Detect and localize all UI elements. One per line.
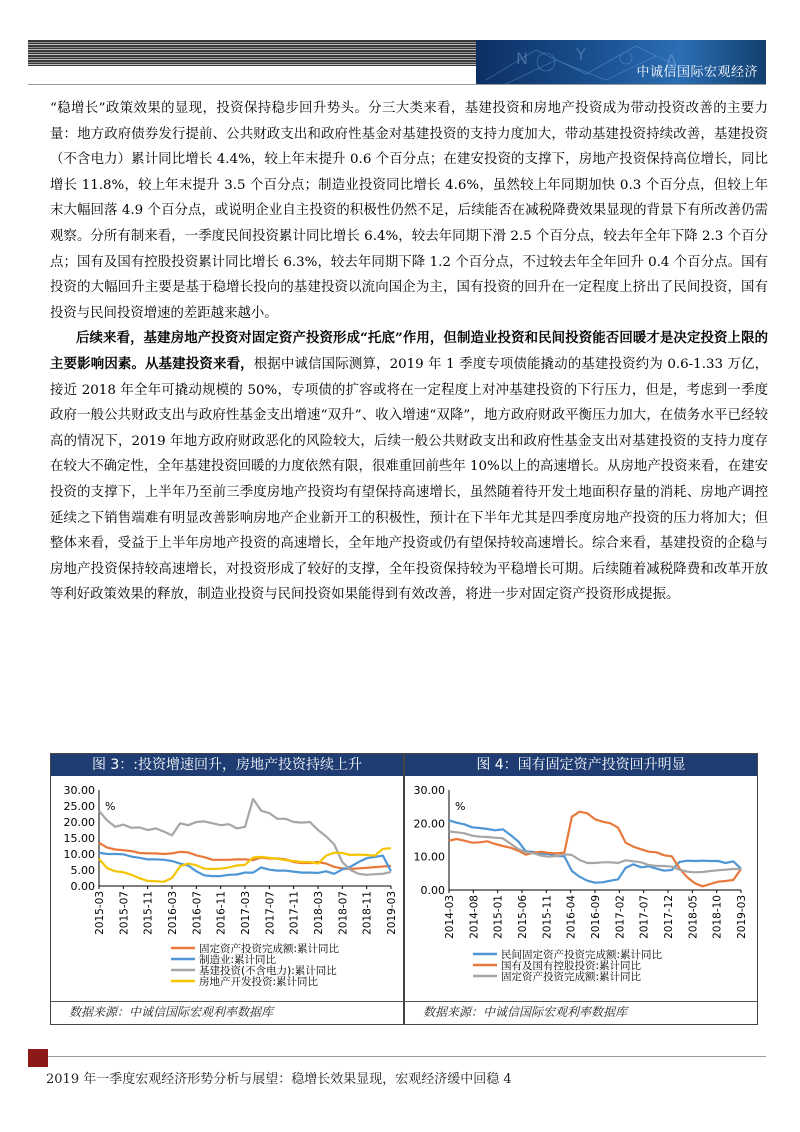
header-banner (476, 40, 766, 84)
x-tick-label: 2014-08 (468, 895, 481, 939)
y-tick-label: 20.00 (413, 817, 445, 831)
figure-3-source: 数据来源：中诚信国际宏观利率数据库 (69, 1005, 274, 1019)
y-tick-label: 0.00 (420, 884, 445, 897)
series-line-2 (449, 812, 741, 887)
legend-label: 民间固定资产投资完成额:累计同比 (501, 949, 663, 961)
header-title: 中诚信国际宏观经济 (636, 65, 758, 80)
body-text (50, 96, 768, 608)
x-tick-label: 2017-03 (240, 891, 252, 935)
y-tick-label: 10.00 (413, 850, 445, 864)
figure-4-source-rule (405, 1001, 757, 1002)
figure-4 (404, 753, 758, 1025)
x-tick-label: 2018-10 (711, 895, 724, 939)
paragraph-2-rest: 根据中诚信国际测算，2019 年 1 季度专项债能撬动的基建投资约为 0.6-1.33 万亿，接近 2018 年全年可撬动规模的 50%，专项债的扩容或将在一定程度上对冲基建投资的下行压力，但是，考虑到一季度政府一般公共财政支出与政府性基金支出增速“双升”、收入增速“双降”，地方政府财政平衡压力加大，在债务水平已经较高的情况下，2019 年地方政府财政恶化的风险较大，后续一般公共财政支出和政府性基金支出对基建投资的支持力度存在较大不确定性，全年基建投资回暖的力度依然有限，很难重回前些年 10%以上的高速增长。从房地产投资来看，在建安投资的支撑下，上半年乃至前三季度房地产投资均有望保持高速增长，虽然随着待开发土地面积存量的消耗、房地产调控延续之下销售端难有明显改善影响房地产企业新开工的积极性，预计在下半年尤其是四季度房地产投资的压力将加大；但整体来看，受益于上半年房地产投资的高速增长，全年地产投资或仍有望保持较高速增长。综合来看，基建投资的企稳与房地产投资保持较高速增长，对投资形成了较好的支撑，全年投资保持较为平稳增长可期。后续随着减税降费和改革开放等利好政策效果的释放，制造业投资与民间投资如果能得到有效改善，将进一步对固定资产投资形成提振。 (50, 356, 768, 603)
figure-4-source: 数据来源：中诚信国际宏观利率数据库 (423, 1005, 628, 1019)
x-tick-label: 2019-03 (386, 891, 398, 935)
x-tick-label: 2018-03 (313, 891, 325, 935)
svg-text:N: N (516, 49, 528, 68)
paragraph-2-bold: 后续来看，基建房地产投资对固定资产投资形成“托底”作用，但制造业投资和民间投资能否回暖才是决定投资上限的主要影响因素。从基建投资来看， (50, 330, 768, 372)
x-tick-label: 2018-05 (687, 895, 700, 939)
x-tick-label: 2015-11 (541, 895, 554, 939)
x-tick-label: 2016-04 (565, 895, 578, 939)
legend-label: 基建投资(不含电力):累计同比 (199, 965, 337, 977)
x-tick-label: 2018-07 (337, 891, 350, 935)
y-tick-label: 5.00 (70, 864, 95, 877)
y-tick-label: 30.00 (413, 784, 445, 797)
footer-square (28, 1049, 48, 1067)
y-tick-label: 15.00 (63, 832, 95, 845)
header-rule (28, 84, 766, 85)
x-tick-label: 2017-07 (264, 891, 277, 935)
x-tick-label: 2016-03 (167, 891, 179, 935)
x-tick-label: 2017-12 (663, 895, 675, 939)
y-tick-label: 25.00 (63, 800, 95, 813)
svg-text:Y: Y (576, 45, 586, 64)
figure-4-title: 图 4：国有固定资产投资回升明显 (405, 754, 757, 776)
x-tick-label: 2019-03 (736, 895, 748, 939)
figure-3 (50, 753, 404, 1025)
x-tick-label: 2015-01 (492, 895, 505, 939)
paragraph-2 (50, 326, 768, 608)
y-tick-label: 10.00 (63, 848, 95, 861)
figure-3-title: 图 3：:投资增速回升，房地产投资持续上升 (51, 754, 403, 776)
y-unit-label: % (455, 800, 466, 813)
x-tick-label: 2015-07 (118, 891, 131, 935)
x-tick-label: 2017-07 (638, 895, 651, 939)
y-tick-label: 20.00 (63, 816, 95, 829)
footer-rule (48, 1056, 766, 1057)
x-tick-label: 2015-06 (517, 895, 529, 939)
x-tick-label: 2016-11 (215, 891, 228, 935)
series-line-1 (449, 820, 741, 882)
y-tick-label: 0.00 (70, 880, 95, 893)
legend-label: 固定资产投资完成额:累计同比 (199, 943, 340, 955)
x-tick-label: 2015-11 (142, 891, 155, 935)
y-unit-label: % (105, 800, 116, 813)
header-stripes (28, 40, 476, 66)
figure-3-chart (51, 778, 403, 1000)
x-tick-label: 2014-03 (444, 895, 456, 939)
series-line-3 (449, 831, 741, 872)
paragraph-1: “稳增长”政策效果的显现，投资保持稳步回升势头。分三大类来看，基建投资和房地产投资成为带动投资改善的主要力量：地方政府债券发行提前、公共财政支出和政府性基金对基建投资的支持力度加大，带动基建投资持续改善，基建投资（不含电力）累计同比增长 4.4%，较上年末提升 0.6 个百分点；在建安投资的支撑下，房地产投资保持高位增长，同比增长 11.8%，较上年末提升 3.5 个百分点；制造业投资同比增长 4.6%，虽然较上年同期加快 0.3 个百分点，但较上年末大幅回落 4.9 个百分点，或说明企业自主投资的积极性仍然不足，后续能否在减税降费效果显现的背景下有所改善仍需观察。分所有制来看，一季度民间投资累计同比增长 6.4%，较去年同期下滑 2.5 个百分点，较去年全年下降 2.3 个百分点；国有及国有控股投资累计同比增长 6.3%，较去年同期下降 1.2 个百分点，不过较去年全年回升 0.4 个百分点。国有投资的大幅回升主要是基于稳增长投向的基建投资以流向国企为主，国有投资的回升在一定程度上挤出了民间投资，国有投资与民间投资增速的差距越来越小。 (50, 101, 768, 321)
legend-label: 制造业:累计同比 (199, 954, 277, 966)
x-tick-label: 2016-09 (590, 895, 602, 939)
x-tick-label: 2017-11 (288, 891, 301, 935)
figure-3-source-rule (51, 1001, 403, 1002)
x-tick-label: 2015-03 (94, 891, 106, 935)
x-tick-label: 2017-02 (614, 895, 627, 939)
figure-4-chart (405, 778, 757, 1000)
legend-label: 国有及国有控股投资:累计同比 (501, 960, 642, 972)
x-tick-label: 2018-11 (361, 891, 374, 935)
footer-text: 2019 年一季度宏观经济形势分析与展望：稳增长效果显现，宏观经济缓中回稳 4 (46, 1072, 512, 1087)
legend-label: 固定资产投资完成额:累计同比 (501, 971, 642, 983)
y-tick-label: 30.00 (63, 784, 95, 797)
legend-label: 房地产开发投资:累计同比 (199, 976, 319, 988)
x-tick-label: 2016-07 (191, 891, 204, 935)
svg-text:Δ: Δ (666, 51, 677, 70)
